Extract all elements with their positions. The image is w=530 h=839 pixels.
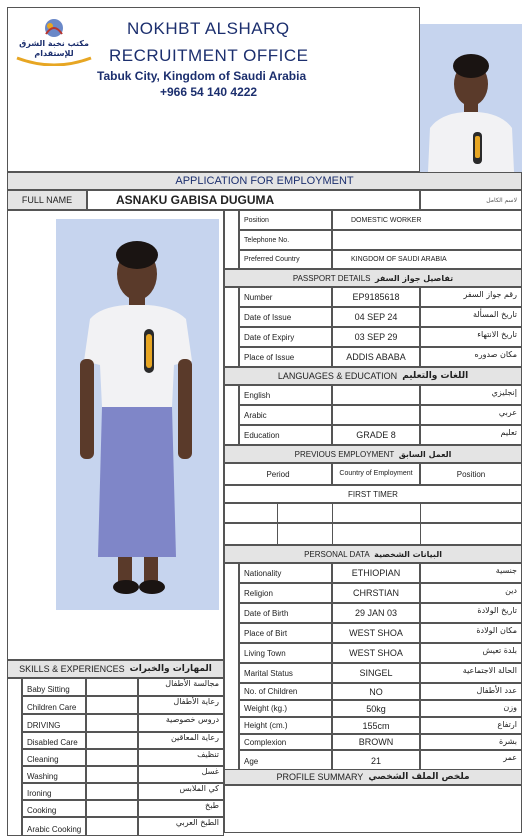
passport-row-label: Number: [239, 287, 332, 307]
personal-row-label: Weight (kg.): [239, 700, 332, 717]
full-body-photo: [56, 219, 219, 610]
employment-col-period: Period: [224, 463, 332, 485]
skill-arabic: تنظيف: [138, 749, 224, 766]
personal-row-label: Marital Status: [239, 663, 332, 683]
employment-col-country: Country of Employment: [332, 463, 420, 485]
skill-value: [86, 766, 138, 783]
skill-label: Washing: [22, 766, 86, 783]
skill-arabic: مجالسة الأطفال: [138, 678, 224, 696]
previous-employment-section-header: [224, 445, 522, 463]
top-info-value: KINGDOM OF SAUDI ARABIA: [332, 250, 522, 269]
personal-row-label: Date of Birth: [239, 603, 332, 623]
employment-divider-2: [332, 503, 333, 545]
passport-row-label: Date of Expiry: [239, 327, 332, 347]
personal-row-label: Place of Birt: [239, 623, 332, 643]
personal-row-value: BROWN: [332, 734, 420, 750]
personal-row-arabic: جنسية: [420, 563, 522, 583]
skill-value: [86, 732, 138, 749]
language-row-spacer: [224, 385, 239, 445]
personal-row-value: NO: [332, 683, 420, 700]
skill-arabic: رعاية المعاقين: [138, 732, 224, 749]
top-info-value: [332, 230, 522, 250]
profile-summary-title: PROFILE SUMMARY: [276, 772, 364, 782]
personal-row-arabic: عمر: [420, 750, 522, 772]
skill-value: [86, 783, 138, 800]
personal-row-value: ETHIOPIAN: [332, 563, 420, 583]
skill-arabic: غسل: [138, 766, 224, 783]
passport-row-arabic: مكان صدوره: [420, 347, 522, 367]
top-info-label: Preferred Country: [239, 250, 332, 269]
application-title: APPLICATION FOR EMPLOYMENT: [7, 172, 522, 190]
personal-row-value: SINGEL: [332, 663, 420, 683]
language-row-arabic: إنجليزي: [420, 385, 522, 405]
personal-row-label: Living Town: [239, 643, 332, 663]
skills-spacer: [7, 678, 22, 836]
passport-row-label: Date of Issue: [239, 307, 332, 327]
language-row-value: [332, 405, 420, 425]
full-name-value: ASNAKU GABISA DUGUMA: [87, 190, 420, 210]
skills-title-arabic: المهارات والخبرات: [129, 664, 212, 674]
language-row-label: Education: [239, 425, 332, 445]
skills-section-header: [7, 660, 224, 678]
personal-row-arabic: وزن: [420, 700, 522, 717]
profile-summary-body: [224, 785, 522, 833]
full-name-arabic: لاسم الكامل: [420, 190, 522, 210]
passport-row-value: 04 SEP 24: [332, 307, 420, 327]
skill-label: Children Care: [22, 696, 86, 714]
full-name-label: FULL NAME: [7, 190, 87, 210]
skill-label: DRIVING: [22, 714, 86, 732]
language-row-label: English: [239, 385, 332, 405]
skill-arabic: الطبخ العربي: [138, 817, 224, 836]
passport-row-arabic: رقم جواز السفر: [420, 287, 522, 307]
skill-label: Cooking: [22, 800, 86, 817]
company-logo: [14, 14, 94, 66]
personal-row-arabic: مكان الولادة: [420, 623, 522, 643]
personal-row-value: WEST SHOA: [332, 623, 420, 643]
previous-employment-title-arabic: العمل السابق: [398, 449, 452, 459]
personal-row-value: 155cm: [332, 717, 420, 734]
skill-value: [86, 678, 138, 696]
personal-row-value: WEST SHOA: [332, 643, 420, 663]
language-row-label: Arabic: [239, 405, 332, 425]
skill-label: Arabic Cooking: [22, 817, 86, 836]
passport-row-value: EP9185618: [332, 287, 420, 307]
passport-row-spacer: [224, 287, 239, 367]
personal-row-label: Age: [239, 750, 332, 772]
skill-label: Disabled Care: [22, 732, 86, 749]
skill-value: [86, 714, 138, 732]
personal-row-arabic: الحالة الاجتماعية: [420, 663, 522, 683]
previous-employment-title: PREVIOUS EMPLOYMENT: [294, 449, 395, 459]
personal-row-value: CHRSTIAN: [332, 583, 420, 603]
personal-row-arabic: بشرة: [420, 734, 522, 750]
passport-row-label: Place of Issue: [239, 347, 332, 367]
personal-row-label: Height (cm.): [239, 717, 332, 734]
skill-value: [86, 800, 138, 817]
personal-row-arabic: بلدة تعيش: [420, 643, 522, 663]
personal-row-arabic: ارتفاع: [420, 717, 522, 734]
person-portrait-icon: [420, 24, 522, 172]
skill-value: [86, 749, 138, 766]
profile-summary-title-arabic: ملخص الملف الشخصي: [368, 772, 470, 782]
passport-row-value: ADDIS ABABA: [332, 347, 420, 367]
skill-arabic: دروس خصوصية: [138, 714, 224, 732]
company-name-line2: RECRUITMENT OFFICE: [109, 46, 309, 65]
personal-row-value: 50kg: [332, 700, 420, 717]
employment-col-position: Position: [420, 463, 522, 485]
skill-label: Cleaning: [22, 749, 86, 766]
personal-row-spacer: [224, 563, 239, 772]
skill-label: Baby Sitting: [22, 678, 86, 696]
passport-title: PASSPORT DETAILS: [292, 273, 371, 283]
skill-arabic: طبخ: [138, 800, 224, 817]
top-info-value: DOMESTIC WORKER: [332, 210, 522, 230]
employment-divider-1: [277, 503, 278, 545]
personal-title-arabic: البيانات الشخصية: [374, 549, 442, 559]
top-info-spacer: [224, 210, 239, 269]
logo-text: مكتب نخبة الشرق للإستقدام: [19, 39, 89, 58]
personal-row-value: 21: [332, 750, 420, 772]
personal-title: PERSONAL DATA: [304, 549, 370, 559]
passport-title-arabic: تفاصيل جواز السفر: [374, 273, 454, 283]
top-info-label: Position: [239, 210, 332, 230]
company-phone: +966 54 140 4222: [160, 85, 258, 99]
passport-row-value: 03 SEP 29: [332, 327, 420, 347]
passport-row-arabic: تاريخ الانتهاء: [420, 327, 522, 347]
personal-row-arabic: دين: [420, 583, 522, 603]
personal-row-label: Complexion: [239, 734, 332, 750]
employment-divider-3: [420, 503, 421, 545]
company-name-line1: NOKHBT ALSHARQ: [127, 19, 290, 38]
language-row-arabic: تعليم: [420, 425, 522, 445]
passport-section-header: [224, 269, 522, 287]
skill-value: [86, 817, 138, 836]
skill-label: Ironing: [22, 783, 86, 800]
skills-title: SKILLS & EXPERIENCES: [19, 664, 125, 674]
personal-section-header: [224, 545, 522, 563]
personal-row-arabic: عدد الأطفال: [420, 683, 522, 700]
company-location: Tabuk City, Kingdom of Saudi Arabia: [97, 69, 307, 83]
personal-row-arabic: تاريخ الولادة: [420, 603, 522, 623]
languages-title: LANGUAGES & EDUCATION: [277, 371, 398, 381]
skill-value: [86, 696, 138, 714]
first-timer-note: FIRST TIMER: [224, 485, 522, 503]
personal-row-value: 29 JAN 03: [332, 603, 420, 623]
language-row-arabic: عربي: [420, 405, 522, 425]
portrait-photo: [420, 24, 522, 172]
profile-summary-header: [224, 769, 522, 785]
skill-arabic: كي الملابس: [138, 783, 224, 800]
personal-row-label: Religion: [239, 583, 332, 603]
personal-row-label: No. of Children: [239, 683, 332, 700]
employment-empty-row-2: [224, 523, 522, 545]
personal-row-label: Nationality: [239, 563, 332, 583]
language-row-value: [332, 385, 420, 405]
person-full-body-icon: [56, 219, 219, 610]
skill-arabic: رعاية الأطفال: [138, 696, 224, 714]
employment-empty-row-1: [224, 503, 522, 523]
languages-section-header: [224, 367, 522, 385]
languages-title-arabic: اللغات والتعليم: [402, 371, 469, 381]
language-row-value: GRADE 8: [332, 425, 420, 445]
passport-row-arabic: تاريخ المسألة: [420, 307, 522, 327]
top-info-label: Telephone No.: [239, 230, 332, 250]
